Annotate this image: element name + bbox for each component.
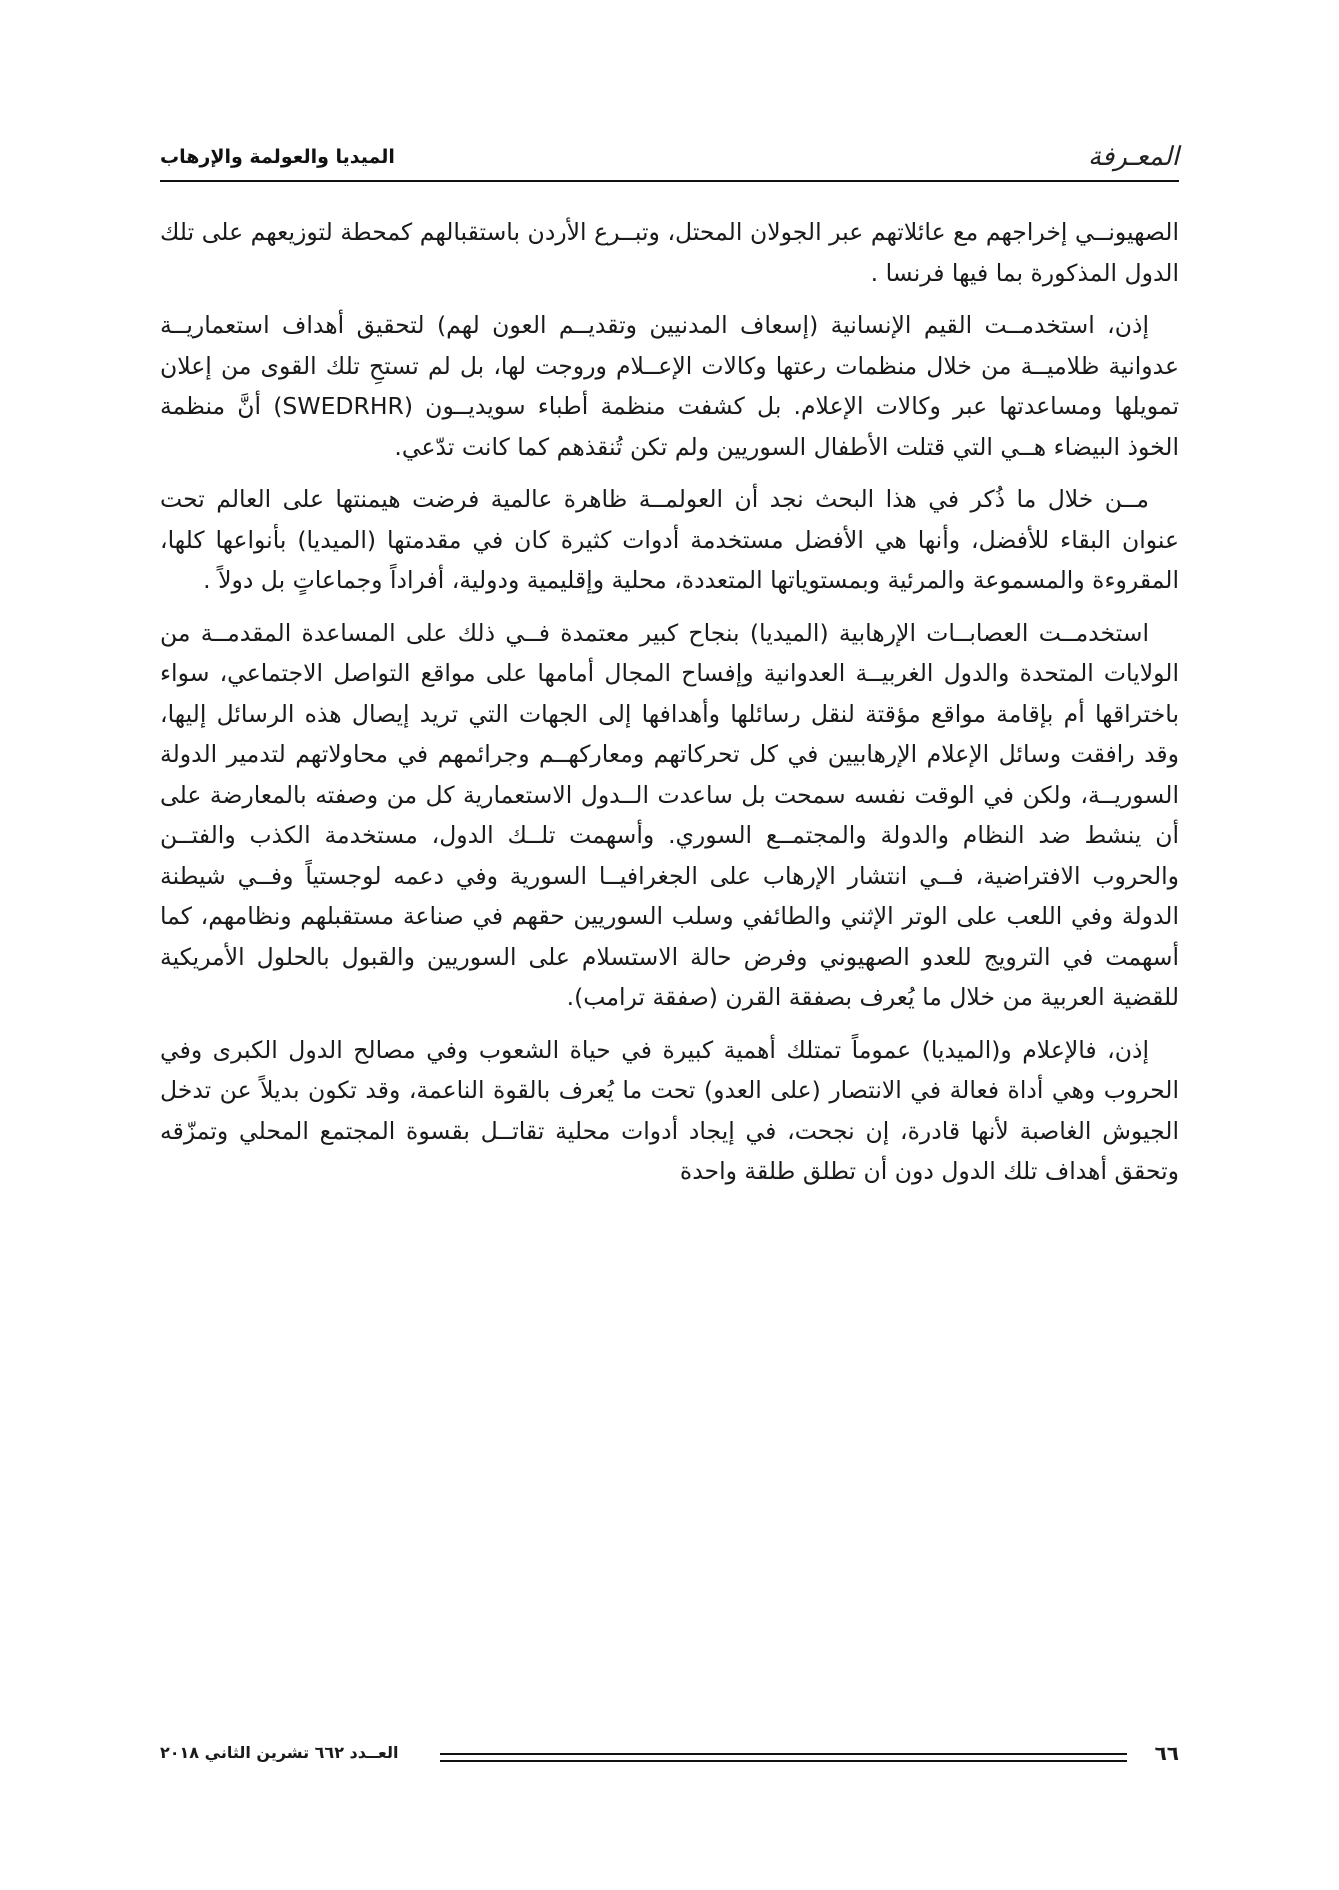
paragraph: إذن، استخدمــت القيم الإنسانية (إسعاف المدنيين وتقديــم العون لهم) لتحقيق أهداف استعماريــة عدوانية ظلاميــة من خلال منظمات رعتها وكالات الإعــلام وروجت لها، بل لم تستحِ تلك القوى من إعلان تمويلها ومساعدتها عبر وكالات الإعلام. بل كشفت منظمة أطباء سويديــون (SWEDRHR) أنَّ منظمة الخوذ البيضاء هــي التي قتلت الأطفال السوريين ولم تكن تُنقذهم كما كانت تدّعي. [160,311,1179,461]
page-number: ٦٦ [1154,1741,1179,1765]
header-divider [160,180,1179,182]
article-body [160,212,1179,1204]
issue-info: العــدد ٦٦٢ تشرين الثاني ٢٠١٨ [160,1743,399,1762]
page-footer [160,1741,1179,1771]
journal-logo: المعـرفة [1087,142,1179,172]
paragraph: الصهيونــي إخراجهم مع عائلاتهم عبر الجولان المحتل، وتبــرع الأردن باستقبالهم كمحطة لتوزيعهم على تلك الدول المذكورة بما فيها فرنسا . [160,218,1179,287]
footer-divider [440,1753,1127,1762]
paragraph: استخدمــت العصابــات الإرهابية (الميديا) بنجاح كبير معتمدة فــي ذلك على المساعدة المقدمــة من الولايات المتحدة والدول الغربيــة العدوانية وإفساح المجال أمامها على مواقع التواصل الاجتماعي، سواء باختراقها أم بإقامة مواقع مؤقتة لنقل رسائلها وأهدافها إلى الجهات التي تريد إيصال هذه الرسائل إليها، وقد رافقت وسائل الإعلام الإرهابيين في كل تحركاتهم ومعاركهــم وجرائمهم في محاولاتهم لتدمير الدولة السوريــة، ولكن في الوقت نفسه سمحت بل ساعدت الــدول الاستعمارية كل من وصفته بالمعارضة على أن ينشط ضد النظام والدولة والمجتمــع السوري. وأسهمت تلــك الدول، مستخدمة الكذب والفتــن والحروب الافتراضية، فــي انتشار الإرهاب على الجغرافيــا السورية وفي دعمه لوجستياً وفــي شيطنة الدولة وفي اللعب على الوتر الإثني والطائفي وسلب السوريين حقهم في صناعة مستقبلهم ونظامهم، كما أسهمت في الترويج للعدو الصهيوني وفرض حالة الاستسلام على السوريين والقبول بالحلول الأمريكية للقضية العربية من خلال ما يُعرف بصفقة القرن (صفقة ترامب). [160,618,1179,1011]
paragraph: مــن خلال ما ذُكر في هذا البحث نجد أن العولمــة ظاهرة عالمية فرضت هيمنتها على العالم تحت عنوان البقاء للأفضل، وأنها هي الأفضل مستخدمة أدوات كثيرة كان في مقدمتها (الميديا) بأنواعها كلها، المقروءة والمسموعة والمرئية وبمستوياتها المتعددة، محلية وإقليمية ودولية، أفراداً وجماعاتٍ بل دولاً . [160,485,1179,594]
paragraph: إذن، فالإعلام و(الميديا) عموماً تمتلك أهمية كبيرة في حياة الشعوب وفي مصالح الدول الكبرى وفي الحروب وهي أداة فعالة في الانتصار (على العدو) تحت ما يُعرف بالقوة الناعمة، وقد تكون بديلاً عن تدخل الجيوش الغاصبة لأنها قادرة، إن نجحت، في إيجاد أدوات محلية تقاتــل بقسوة المجتمع المحلي وتمزّقه وتحقق أهداف تلك الدول دون أن تطلق طلقة واحدة [160,1035,1179,1185]
page-header [160,142,1179,182]
article-running-title: الميديا والعولمة والإرهاب [160,146,395,168]
